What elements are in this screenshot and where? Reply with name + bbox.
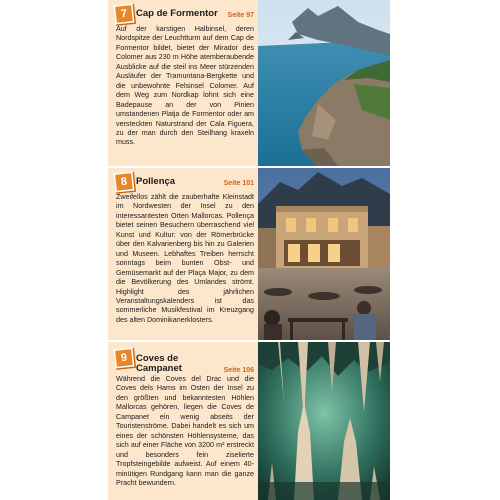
section-title: Coves de Campanet (136, 353, 182, 375)
number-badge: 9 (115, 349, 133, 367)
section-text-column (108, 342, 258, 500)
number-badge: 7 (115, 5, 133, 23)
section-body-text: Zweifellos zählt die zauberhafte Kleinstadt im Nordwesten der Insel zu den interessantesten Orten Mallorcas. Pollença bietet seinen Besuchern überraschend viel Kunst und Kultur: von der Römerbrücke über den Kalvarienberg bis hin zu Galerien und Museen. Lebhaftes Treiben herrscht sonntags beim bunten Obst- und Gemüsemarkt auf der Plaça Major, zu dem die Bevölkerung des Umlandes strömt. Highlight des jährlichen Veranstaltungskalenders ist das sommerliche Musikfestival im Kreuzgang des alten Dominikanerklosters. (116, 193, 254, 324)
section-header (116, 346, 254, 374)
pollenca-photo (258, 168, 390, 340)
section-body-text: Während die Coves del Drac und die Coves dels Hams im Osten der Insel zu den größten und bekanntesten Höhlen Mallorcas gehören, liegen die Coves de Campanet ein wenig abseits der Touristenströme. Dabei handelt es sich um eines der schönsten Höhlensysteme, das sich auf einer Fläche von 3200 m² erstreckt und besonders fein ziselierte Tropfsteingebilde aufweist. Auf einem 40-minütigen Rundgang kann man die ganze Pracht bewundern. (116, 375, 254, 487)
section-pollenca (108, 168, 390, 340)
coves-de-campanet-photo (258, 342, 390, 500)
page-reference: Seite 106 (223, 367, 254, 374)
page-reference: Seite 101 (223, 179, 254, 187)
number-badge: 8 (115, 173, 133, 191)
section-header (116, 172, 254, 192)
section-title: Cap de Formentor (136, 8, 218, 20)
section-title: Pollença (136, 176, 176, 188)
section-header (116, 4, 254, 24)
section-body-text: Auf der karstigen Halbinsel, deren Nordspitze der Leuchtturm auf dem Cap de Formentor bildet, bietet der Mirador des Colomer aus 230 m Höhe atemberaubende Ausblicke auf die steil ins Meer stürzenden Ausläufer der Tramuntana-Bergkette und die unbewohnte Felsinsel Colomer. Auf dem Weg zum Nordkap lohnt sich eine Badepause an der von Pinien umstandenen Platja de Formentor oder am versteckten Naturstrand der Cala Figuera, zu der man durch den Steilhang kraxeln muss. (116, 25, 254, 147)
cap-de-formentor-photo (258, 0, 390, 166)
guidebook-page (108, 0, 390, 500)
section-text-column (108, 0, 258, 166)
section-text-column (108, 168, 258, 340)
page-reference: Seite 97 (227, 11, 254, 19)
section-cap-de-formentor (108, 0, 390, 166)
section-coves-de-campanet (108, 342, 390, 500)
